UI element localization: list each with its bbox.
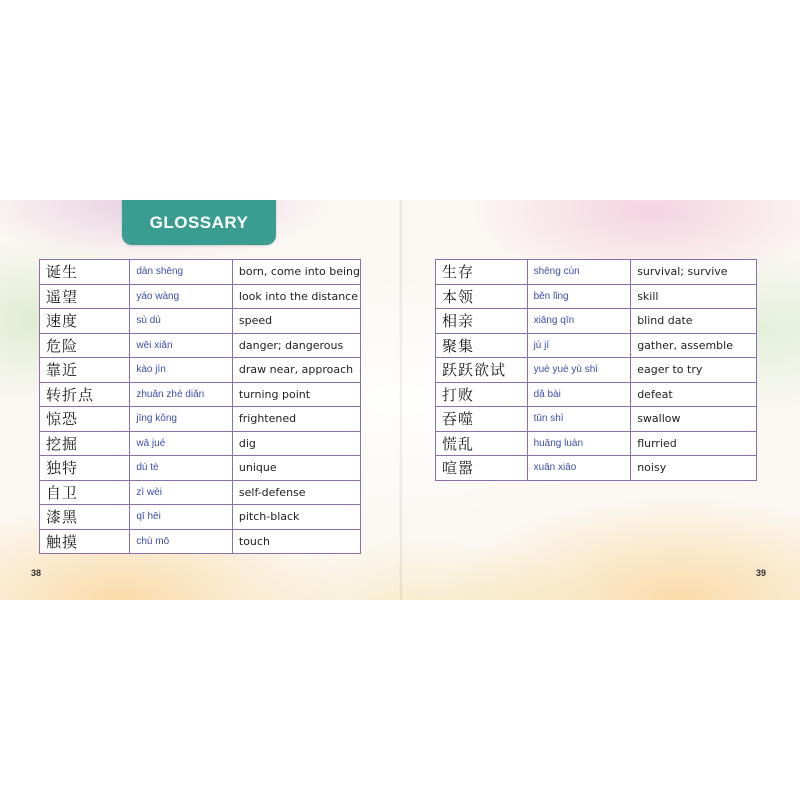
pinyin-reading: qī hēi bbox=[130, 505, 233, 530]
page-number-left: 38 bbox=[31, 568, 42, 578]
english-meaning: skill bbox=[631, 284, 757, 309]
pinyin-reading: yáo wàng bbox=[130, 284, 233, 309]
pinyin-reading: tūn shì bbox=[527, 407, 631, 432]
english-meaning: born, come into being bbox=[232, 260, 360, 285]
chinese-term: 挖掘 bbox=[40, 431, 130, 456]
glossary-row bbox=[436, 358, 757, 383]
english-meaning: blind date bbox=[631, 309, 757, 334]
english-meaning: swallow bbox=[631, 407, 757, 432]
pinyin-reading: huāng luàn bbox=[527, 431, 631, 456]
glossary-row bbox=[436, 309, 757, 334]
pinyin-reading: sù dù bbox=[130, 309, 233, 334]
pinyin-reading: jīng kǒng bbox=[130, 407, 233, 432]
glossary-row bbox=[40, 480, 361, 505]
pinyin-reading: dǎ bài bbox=[527, 382, 631, 407]
chinese-term: 喧嚣 bbox=[436, 456, 528, 481]
english-meaning: defeat bbox=[631, 382, 757, 407]
chinese-term: 生存 bbox=[436, 260, 528, 285]
pinyin-reading: dàn shēng bbox=[130, 260, 233, 285]
chinese-term: 转折点 bbox=[40, 382, 130, 407]
chinese-term: 危险 bbox=[40, 333, 130, 358]
pinyin-reading: xuān xiāo bbox=[527, 456, 631, 481]
pinyin-reading: jù jí bbox=[527, 333, 631, 358]
pinyin-reading: dú tè bbox=[130, 456, 233, 481]
page-fold bbox=[399, 200, 403, 600]
english-meaning: danger; dangerous bbox=[232, 333, 360, 358]
glossary-row bbox=[436, 407, 757, 432]
pinyin-reading: zì wèi bbox=[130, 480, 233, 505]
glossary-row bbox=[40, 309, 361, 334]
pinyin-reading: chù mō bbox=[130, 529, 233, 554]
glossary-table-right bbox=[435, 259, 757, 481]
chinese-term: 诞生 bbox=[40, 260, 130, 285]
chinese-term: 惊恐 bbox=[40, 407, 130, 432]
pinyin-reading: wā jué bbox=[130, 431, 233, 456]
glossary-row bbox=[40, 431, 361, 456]
glossary-row bbox=[436, 333, 757, 358]
glossary-row bbox=[40, 333, 361, 358]
chinese-term: 自卫 bbox=[40, 480, 130, 505]
glossary-row bbox=[436, 456, 757, 481]
glossary-row bbox=[40, 358, 361, 383]
pinyin-reading: zhuǎn zhé diǎn bbox=[130, 382, 233, 407]
english-meaning: pitch-black bbox=[232, 505, 360, 530]
english-meaning: survival; survive bbox=[631, 260, 757, 285]
book-spread bbox=[0, 200, 800, 600]
glossary-row bbox=[40, 407, 361, 432]
pinyin-reading: kào jìn bbox=[130, 358, 233, 383]
glossary-row bbox=[40, 382, 361, 407]
english-meaning: speed bbox=[232, 309, 360, 334]
glossary-table-left bbox=[39, 259, 361, 554]
chinese-term: 漆黑 bbox=[40, 505, 130, 530]
glossary-row bbox=[40, 284, 361, 309]
chinese-term: 吞噬 bbox=[436, 407, 528, 432]
glossary-row bbox=[436, 382, 757, 407]
pinyin-reading: wēi xiǎn bbox=[130, 333, 233, 358]
pinyin-reading: běn lǐng bbox=[527, 284, 631, 309]
chinese-term: 聚集 bbox=[436, 333, 528, 358]
pinyin-reading: shēng cún bbox=[527, 260, 631, 285]
english-meaning: unique bbox=[232, 456, 360, 481]
glossary-row bbox=[40, 505, 361, 530]
chinese-term: 遥望 bbox=[40, 284, 130, 309]
english-meaning: noisy bbox=[631, 456, 757, 481]
glossary-row bbox=[436, 260, 757, 285]
glossary-row bbox=[40, 456, 361, 481]
page-number-right: 39 bbox=[756, 568, 767, 578]
chinese-term: 独特 bbox=[40, 456, 130, 481]
english-meaning: draw near, approach bbox=[232, 358, 360, 383]
english-meaning: turning point bbox=[232, 382, 360, 407]
pinyin-reading: yuè yuè yù shì bbox=[527, 358, 631, 383]
english-meaning: dig bbox=[232, 431, 360, 456]
english-meaning: flurried bbox=[631, 431, 757, 456]
english-meaning: eager to try bbox=[631, 358, 757, 383]
chinese-term: 靠近 bbox=[40, 358, 130, 383]
english-meaning: touch bbox=[232, 529, 360, 554]
chinese-term: 相亲 bbox=[436, 309, 528, 334]
pinyin-reading: xiāng qīn bbox=[527, 309, 631, 334]
chinese-term: 速度 bbox=[40, 309, 130, 334]
english-meaning: gather, assemble bbox=[631, 333, 757, 358]
english-meaning: look into the distance bbox=[232, 284, 360, 309]
glossary-row bbox=[436, 431, 757, 456]
chinese-term: 慌乱 bbox=[436, 431, 528, 456]
glossary-title: GLOSSARY bbox=[122, 200, 276, 245]
glossary-row bbox=[436, 284, 757, 309]
glossary-row bbox=[40, 529, 361, 554]
chinese-term: 本领 bbox=[436, 284, 528, 309]
chinese-term: 打败 bbox=[436, 382, 528, 407]
english-meaning: self-defense bbox=[232, 480, 360, 505]
glossary-row bbox=[40, 260, 361, 285]
chinese-term: 触摸 bbox=[40, 529, 130, 554]
english-meaning: frightened bbox=[232, 407, 360, 432]
chinese-term: 跃跃欲试 bbox=[436, 358, 528, 383]
